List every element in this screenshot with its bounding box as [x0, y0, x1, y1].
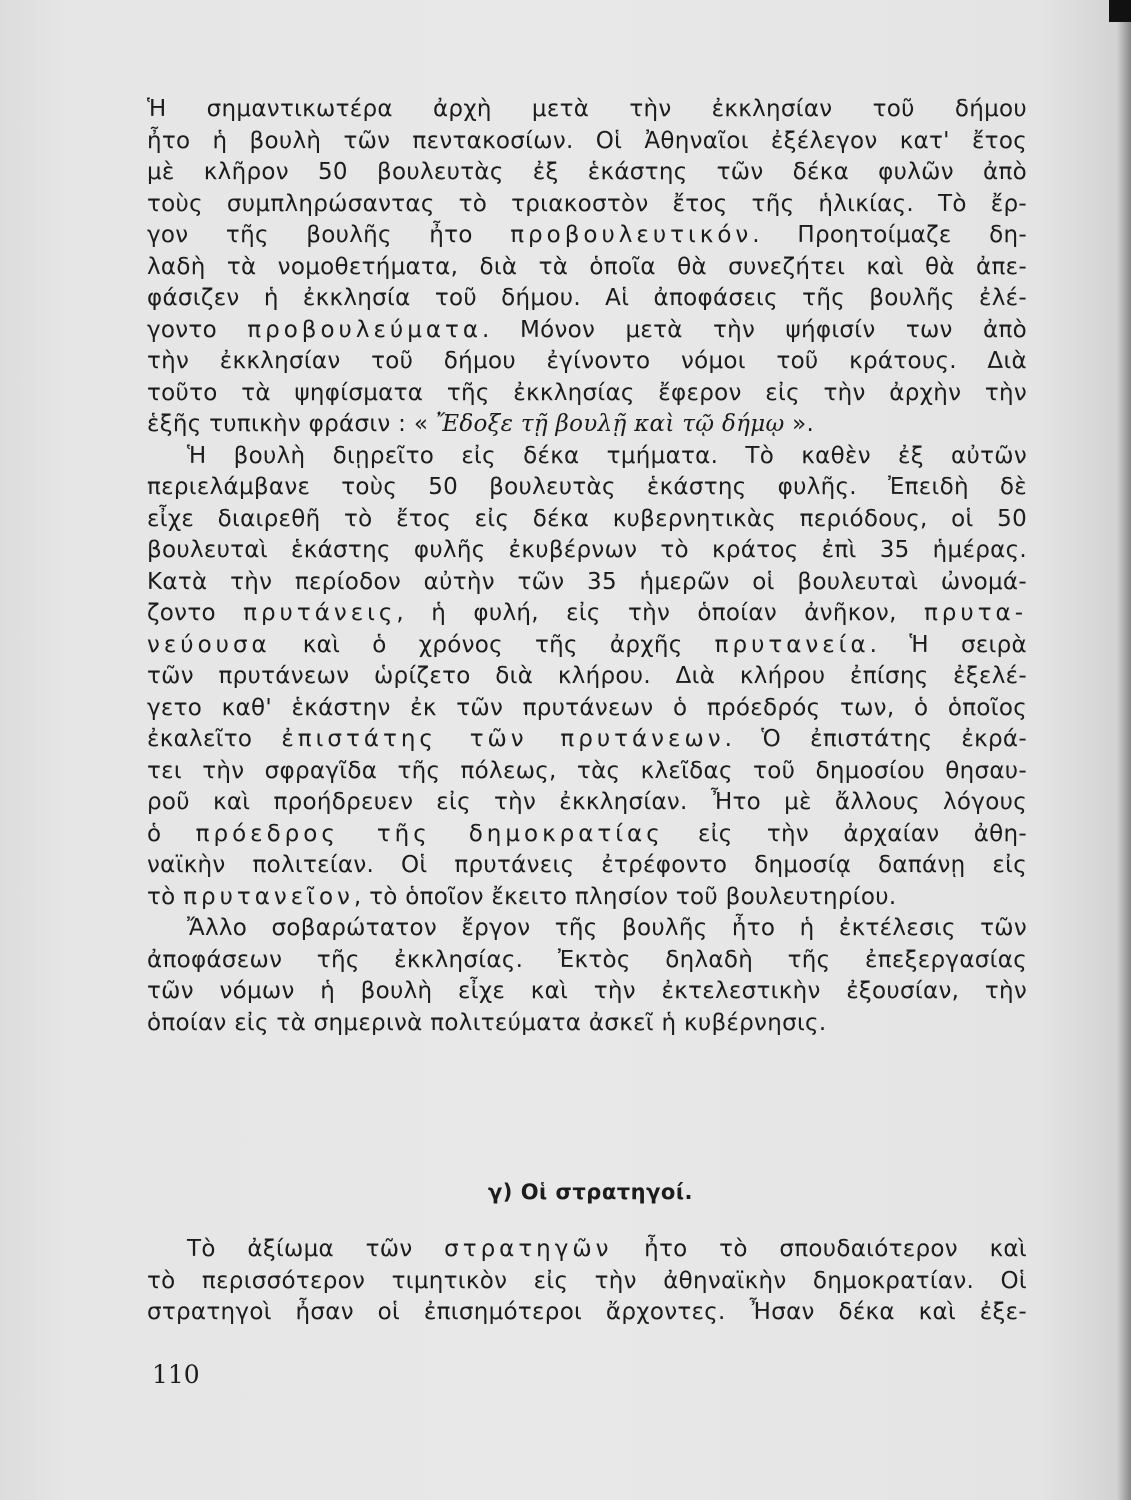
line-text: λαδὴ τὰ νομοθετήματα, διὰ τὰ ὁποῖα θὰ συνεζήτει καὶ θὰ ἀπε-: [147, 253, 1027, 280]
text-line: [147, 378, 1027, 410]
text-line: [147, 409, 1027, 441]
text-line: [147, 220, 1027, 252]
scan-corner: [1109, 0, 1131, 22]
line-text: . Ἡ σειρὰ: [869, 631, 1027, 658]
text-line: [147, 441, 1027, 473]
line-text: ὁποίαν εἰς τὰ σημερινὰ πολιτεύματα ἀσκεῖ ἡ κυβέρνησις.: [147, 1009, 827, 1036]
text-line: [147, 630, 1027, 662]
spaced-term: προβουλευτικόν: [510, 222, 753, 248]
spaced-term: πρυτανεῖον: [183, 883, 354, 910]
line-text: Ἡ σημαντικωτέρα ἀρχὴ μετὰ τὴν ἐκκλησίαν τοῦ δήμου: [147, 96, 1027, 122]
text-line: [147, 157, 1027, 189]
text-line: [147, 1266, 1027, 1298]
text-line: [147, 189, 1027, 221]
page-edge-shadow: [1117, 0, 1131, 1500]
text-line: [147, 1008, 1027, 1040]
paragraph-execution: [147, 913, 1027, 1039]
line-text: . Προητοίμαζε δη-: [752, 222, 1027, 248]
line-text: ἀποφάσεων τῆς ἐκκλησίας. Ἐκτὸς δηλαδὴ τῆς ἐπεξεργασίας: [147, 946, 1027, 973]
line-text: περιελάμβανε τοὺς 50 βουλευτὰς ἑκάστης φυλῆς. Ἐπειδὴ δὲ: [147, 474, 1027, 500]
line-text: γετο καθ' ἑκάστην ἐκ τῶν πρυτάνεων ὁ πρόεδρός των, ὁ ὁποῖος: [147, 694, 1027, 721]
paragraph-strategoi: [147, 1234, 1027, 1329]
text-line: [147, 94, 1027, 126]
text-line: [147, 346, 1027, 378]
text-line: [147, 1234, 1027, 1266]
line-text: τὴν ἐκκλησίαν τοῦ δήμου ἐγίνοντο νόμοι τοῦ κράτους. Διὰ: [147, 348, 1027, 374]
text-line: [147, 945, 1027, 977]
line-text: ἦτο τὸ σπουδαιότερον καὶ: [612, 1236, 1027, 1262]
spaced-term: στρατηγῶν: [444, 1236, 613, 1262]
line-text: Ἄλλο σοβαρώτατον ἔργον τῆς βουλῆς ἦτο ἡ ἐκτέλεσις τῶν: [187, 915, 1027, 941]
line-text: εἶχε διαιρεθῆ τὸ ἔτος εἰς δέκα κυβερνητικὰς περιόδους, οἱ 50: [147, 505, 1027, 532]
text-line: [147, 787, 1027, 819]
line-text: τῶν νόμων ἡ βουλὴ εἶχε καὶ τὴν ἐκτελεστικὴν ἐξουσίαν, τὴν: [147, 978, 1027, 1004]
text-line: [147, 504, 1027, 536]
line-text: γον τῆς βουλῆς ἦτο: [147, 222, 511, 248]
line-text: ροῦ καὶ προήδρευεν εἰς τὴν ἐκκλησίαν. Ἦτο μὲ ἄλλους λόγους: [147, 789, 1027, 815]
spaced-term: πρυτανεία: [714, 631, 870, 658]
text-line: [147, 882, 1027, 914]
line-text: . Μόνον μετὰ τὴν ψήφισίν των ἀπὸ: [482, 316, 1028, 343]
text-line: [147, 1297, 1027, 1329]
spaced-term: προβουλεύματα: [247, 316, 483, 343]
line-text: Κατὰ τὴν περίοδον αὐτὴν τῶν 35 ἡμερῶν οἱ βουλευταὶ ὠνομά-: [147, 568, 1027, 595]
spaced-term: νεύουσα: [147, 631, 271, 658]
line-text: καὶ ὁ χρόνος τῆς ἀρχῆς: [270, 631, 715, 658]
line-text: . Ὁ ἐπιστάτης ἐκρά-: [724, 726, 1027, 752]
line-text: ».: [784, 411, 815, 437]
text-line: [147, 976, 1027, 1008]
text-line: [147, 598, 1027, 630]
line-text: γοντο: [147, 316, 248, 343]
text-line: [147, 661, 1027, 693]
line-text: στρατηγοὶ ἦσαν οἱ ἐπισημότεροι ἄρχοντες. Ἦσαν δέκα καὶ ἐξε-: [147, 1299, 1027, 1325]
line-text: τοὺς συμπληρώσαντας τὸ τριακοστὸν ἔτος τῆς ἡλικίας. Τὸ ἔρ-: [147, 190, 1027, 217]
line-text: μὲ κλῆρον 50 βουλευτὰς ἐξ ἑκάστης τῶν δέκα φυλῶν ἀπὸ: [147, 159, 1027, 185]
text-line: [147, 913, 1027, 945]
section-heading: γ) Οἱ στρατηγοί.: [487, 1180, 694, 1204]
line-text: ἑξῆς τυπικὴν φράσιν : «: [147, 411, 436, 437]
line-text: , τὸ ὁποῖον ἔκειτο πλησίον τοῦ βουλευτηρίου.: [353, 883, 897, 910]
line-text: ὁ: [147, 820, 196, 847]
line-text: ζοντο: [147, 600, 244, 626]
spaced-term: ἐπιστάτης τῶν πρυτάνεων: [281, 726, 725, 752]
text-line: [147, 126, 1027, 158]
line-text: φάσιζεν ἡ ἐκκλησία τοῦ δήμου. Αἱ ἀποφάσεις τῆς βουλῆς ἐλέ-: [147, 285, 1027, 311]
spaced-term: πρυτα-: [923, 600, 1027, 626]
line-text: τει τὴν σφραγῖδα τῆς πόλεως, τὰς κλεῖδας τοῦ δημοσίου θησαυ-: [147, 757, 1027, 784]
spaced-term: πρυτάνεις: [243, 600, 397, 626]
line-text: τοῦτο τὰ ψηφίσματα τῆς ἐκκλησίας ἔφερον εἰς τὴν ἀρχὴν τὴν: [147, 379, 1027, 406]
line-text: , ἡ φυλή, εἰς τὴν ὁποίαν ἀνῆκον,: [396, 600, 924, 626]
line-text: τὸ: [147, 883, 184, 910]
line-text: ἦτο ἡ βουλὴ τῶν πεντακοσίων. Οἱ Ἀθηναῖοι ἐξέλεγον κατ' ἔτος: [147, 127, 1027, 154]
text-line: [147, 315, 1027, 347]
line-text: ἐκαλεῖτο: [147, 726, 282, 752]
text-line: [147, 252, 1027, 284]
line-text: ναϊκὴν πολιτείαν. Οἱ πρυτάνεις ἐτρέφοντο δημοσίᾳ δαπάνῃ εἰς: [147, 852, 1027, 878]
text-line: [147, 850, 1027, 882]
text-line: [147, 756, 1027, 788]
paragraph-boule: [147, 94, 1027, 441]
spaced-term: πρόεδρος τῆς δημοκρατίας: [195, 820, 664, 847]
line-text: εἰς τὴν ἀρχαίαν ἀθη-: [663, 820, 1028, 847]
line-text: τῶν πρυτάνεων ὡρίζετο διὰ κλήρου. Διὰ κλήρου ἐπίσης ἐξελέ-: [147, 663, 1027, 689]
text-line: [147, 535, 1027, 567]
text-line: [147, 819, 1027, 851]
text-line: [147, 693, 1027, 725]
line-text: τὸ περισσότερον τιμητικὸν εἰς τὴν ἀθηναϊκὴν δημοκρατίαν. Οἱ: [147, 1267, 1027, 1294]
line-text: Τὸ ἀξίωμα τῶν: [187, 1236, 445, 1262]
text-line: [147, 472, 1027, 504]
page-number: 110: [152, 1360, 200, 1389]
text-line: [147, 724, 1027, 756]
line-text: βουλευταὶ ἑκάστης φυλῆς ἐκυβέρνων τὸ κράτος ἐπὶ 35 ἡμέρας.: [147, 537, 1027, 563]
text-line: [147, 567, 1027, 599]
paragraph-prytaneis: [147, 441, 1027, 914]
text-line: [147, 283, 1027, 315]
quoted-formula: Ἔδοξε τῇ βουλῇ καὶ τῷ δήμῳ: [435, 411, 785, 437]
line-text: Ἡ βουλὴ διῃρεῖτο εἰς δέκα τμήματα. Τὸ καθὲν ἐξ αὐτῶν: [187, 442, 1027, 469]
